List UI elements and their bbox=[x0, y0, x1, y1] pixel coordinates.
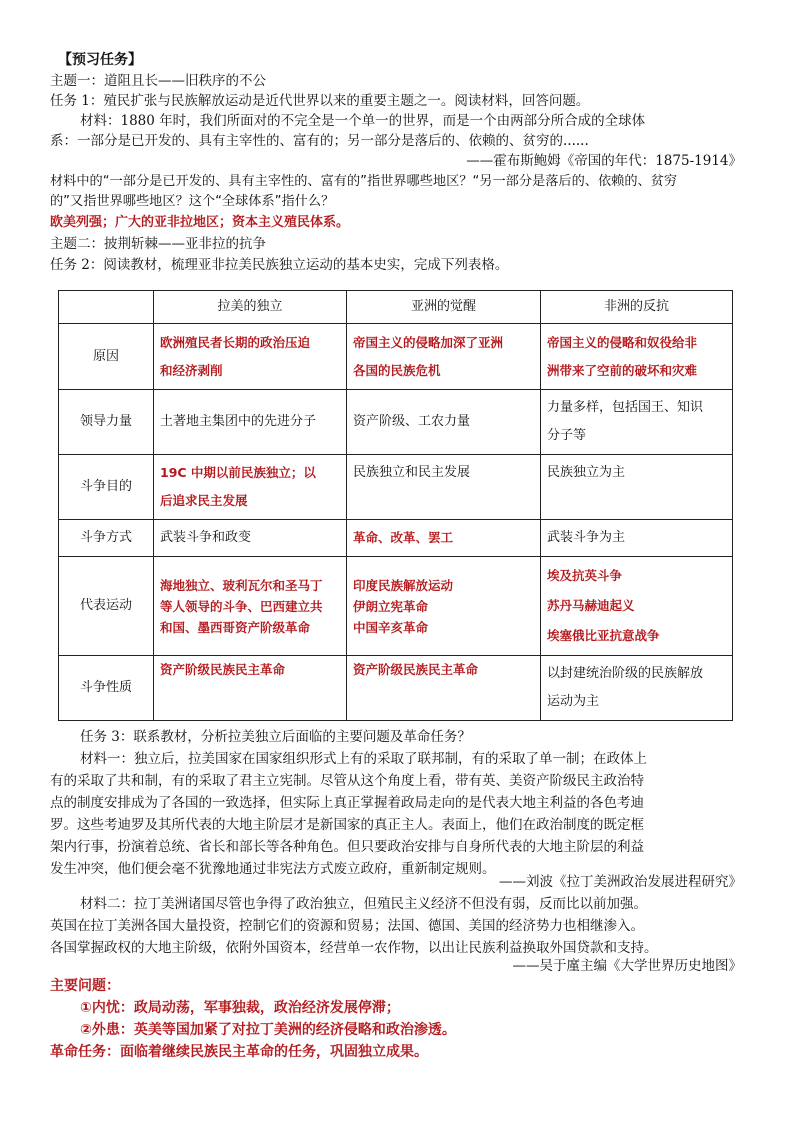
table-row bbox=[59, 557, 733, 656]
section-title: 【预习任务】 bbox=[58, 52, 142, 68]
table-cell: 印度民族解放运动 伊朗立宪革命 中国辛亥革命 bbox=[347, 557, 541, 656]
material1-line: 架内行事，扮演着总统、省长和部长等各种角色。但只要政治安排与自身所代表的大地主阶层的利益 bbox=[50, 839, 644, 855]
table-header-latin-america: 拉美的独立 bbox=[154, 291, 347, 324]
table-row bbox=[59, 520, 733, 557]
table-cell: 海地独立、玻利瓦尔和圣马丁 等人领导的斗争、巴西建立共 和国、墨西哥资产阶级革命 bbox=[154, 557, 347, 656]
material1-line: 材料一：独立后，拉美国家在国家组织形式上有的采取了联邦制，有的采取了单一制；在政体上 bbox=[80, 751, 647, 767]
theme1-title: 主题一：道阻且长——旧秩序的不公 bbox=[50, 73, 266, 89]
table-cell: 土著地主集团中的先进分子 bbox=[154, 390, 347, 455]
table-cell: 帝国主义的侵略加深了亚洲 各国的民族危机 bbox=[347, 324, 541, 390]
main-issue-label: 主要问题： bbox=[50, 978, 120, 994]
theme2-title: 主题二：披荆斩棘——亚非拉的抗争 bbox=[50, 236, 266, 252]
table-cell: 革命、改革、罢工 bbox=[347, 520, 541, 557]
task3-title: 任务 3：联系教材，分析拉美独立后面临的主要问题及革命任务？ bbox=[80, 729, 471, 745]
revolution-task: 革命任务：面临着继续民族民主革命的任务，巩固独立成果。 bbox=[50, 1044, 428, 1060]
table-cell: 以封建统治阶级的民族解放 运动为主 bbox=[541, 656, 733, 721]
material1-line: 罗。这些考迪罗及其所代表的大地主阶层才是新国家的真正主人。表面上，他们在政治制度的既定框 bbox=[50, 817, 644, 833]
table-cell: 埃及抗英斗争 苏丹马赫迪起义 埃塞俄比亚抗意战争 bbox=[541, 557, 733, 656]
material1-line: 点的制度安排成为了各国的一致选择，但实际上真正掌握着政局走向的是代表大地主利益的各色考迪 bbox=[50, 795, 644, 811]
table-cell: 欧洲殖民者长期的政治压迫 和经济剥削 bbox=[154, 324, 347, 390]
theme1-answer: 欧美列强；广大的亚非拉地区；资本主义殖民体系。 bbox=[50, 215, 350, 230]
table-header-asia: 亚洲的觉醒 bbox=[347, 291, 541, 324]
table-cell: 资产阶级、工农力量 bbox=[347, 390, 541, 455]
material1-line: 有的采取了共和制，有的采取了君主立宪制。尽管从这个角度上看，带有英、美资产阶级民主政治特 bbox=[50, 773, 644, 789]
material2-line: 材料二：拉丁美洲诸国尽管也争得了政治独立，但殖民主义经济不但没有弱，反而比以前加强。 bbox=[80, 896, 647, 912]
table-cell: 帝国主义的侵略和奴役给非 洲带来了空前的破坏和灾难 bbox=[541, 324, 733, 390]
row-label-goal: 斗争目的 bbox=[59, 455, 154, 520]
row-label-nature: 斗争性质 bbox=[59, 656, 154, 721]
table-cell: 民族独立为主 bbox=[541, 455, 733, 520]
row-label-leadership: 领导力量 bbox=[59, 390, 154, 455]
table-row bbox=[59, 390, 733, 455]
material-citation: ——霍布斯鲍姆《帝国的年代：1875-1914》 bbox=[466, 153, 742, 169]
material-line-1: 材料：1880 年时，我们所面对的不完全是一个单一的世界，而是一个由两部分所合成的全球体 bbox=[80, 113, 646, 129]
material-line-2: 系：一部分是已开发的、具有主宰性的、富有的；另一部分是落后的、依赖的、贫穷的...... bbox=[50, 133, 589, 149]
table-row bbox=[59, 455, 733, 520]
row-label-cause: 原因 bbox=[59, 324, 154, 390]
table-cell: 资产阶级民族民主革命 bbox=[154, 656, 347, 721]
table-cell: 19C 中期以前民族独立；以 后追求民主发展 bbox=[154, 455, 347, 520]
table-row bbox=[59, 656, 733, 721]
task2-text: 任务 2：阅读教材，梳理亚非拉美民族独立运动的基本史实，完成下列表格。 bbox=[50, 257, 509, 273]
question-line-2: 的”又指世界哪些地区？这个“全球体系”指什么？ bbox=[50, 194, 335, 209]
question-line-1: 材料中的“一部分是已开发的、具有主宰性的、富有的”指世界哪些地区？“另一部分是落后的、依赖的、贫穷 bbox=[50, 174, 678, 189]
table-cell: 力量多样，包括国王、知识 分子等 bbox=[541, 390, 733, 455]
table-header-africa: 非洲的反抗 bbox=[541, 291, 733, 324]
table-header-row bbox=[59, 291, 733, 324]
independence-movements-table bbox=[58, 290, 733, 721]
table-cell: 武装斗争为主 bbox=[541, 520, 733, 557]
task1-text: 任务 1：殖民扩张与民族解放运动是近代世界以来的重要主题之一。阅读材料，回答问题。 bbox=[50, 93, 590, 109]
material1-line: 发生冲突，他们便会毫不犹豫地通过非宪法方式废立政府，重新制定规则。 bbox=[50, 861, 496, 877]
table-cell: 资产阶级民族民主革命 bbox=[347, 656, 541, 721]
table-cell: 民族独立和民主发展 bbox=[347, 455, 541, 520]
table-cell: 武装斗争和政变 bbox=[154, 520, 347, 557]
material1-citation: ——刘波《拉丁美洲政治发展进程研究》 bbox=[499, 874, 742, 890]
row-label-movements: 代表运动 bbox=[59, 557, 154, 656]
row-label-method: 斗争方式 bbox=[59, 520, 154, 557]
material2-line: 各国掌握政权的大地主阶级，依附外国资本，经营单一农作物，以出让民族利益换取外国贷款和支持。 bbox=[50, 940, 658, 956]
table-row bbox=[59, 324, 733, 390]
table-header-empty bbox=[59, 291, 154, 324]
material2-citation: ——吴于廑主编《大学世界历史地图》 bbox=[512, 958, 742, 974]
issue-external: ②外患：英美等国加紧了对拉丁美洲的经济侵略和政治渗透。 bbox=[80, 1022, 456, 1038]
material2-line: 英国在拉丁美洲各国大量投资，控制它们的资源和贸易；法国、德国、美国的经济势力也相继渗入。 bbox=[50, 918, 644, 934]
issue-internal: ①内忧：政局动荡，军事独裁，政治经济发展停滞； bbox=[80, 1000, 400, 1016]
